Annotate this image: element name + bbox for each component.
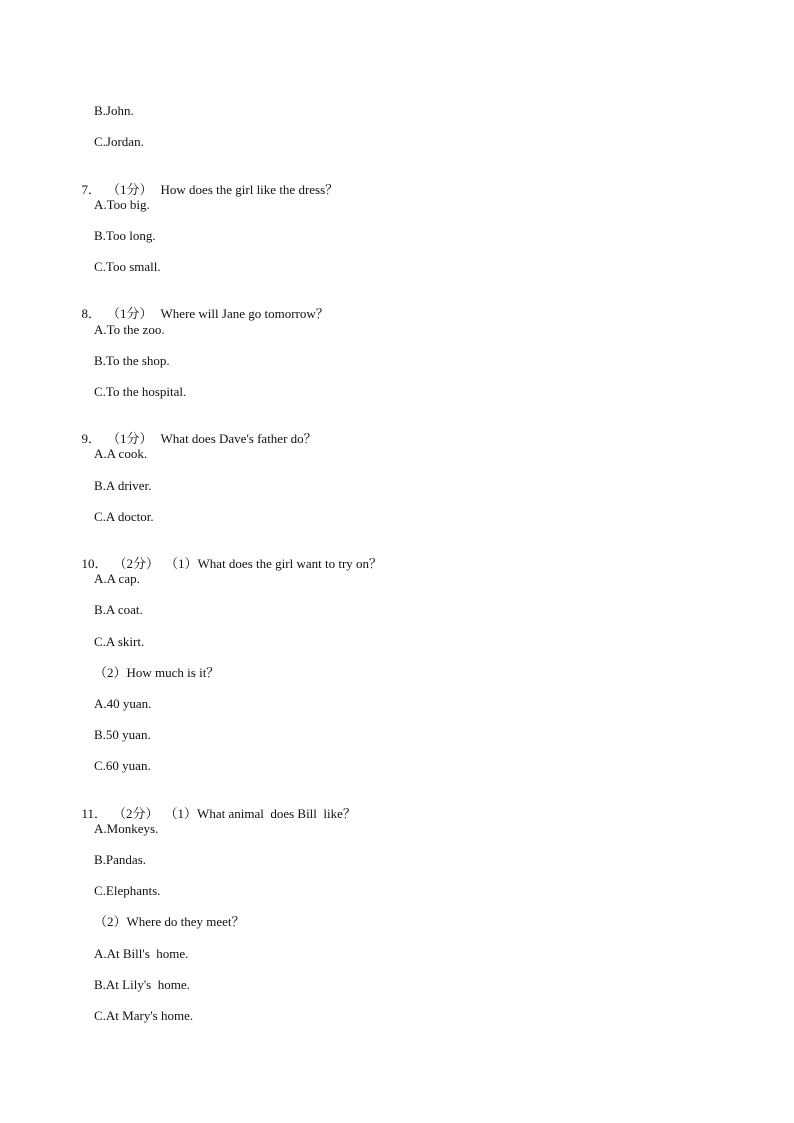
question-11 [75,790,356,822]
question-stem: Where will Jane go tomorrow？ [160,306,329,321]
question-score: （1分） [107,306,153,321]
question-number: 7． [81,182,102,197]
question-8 [75,290,329,322]
question-score: （2分） [113,806,159,821]
q8-option-b: B.To the shop. [94,353,170,368]
q10-2-option-b: B.50 yuan. [94,727,151,742]
question-number: 11． [81,806,108,821]
question-9 [75,415,317,447]
q10-1-option-a: A.A cap. [94,571,140,586]
q7-option-a: A.Too big. [94,197,150,212]
question-stem: How does the girl like the dress？ [160,182,339,197]
q10-2-option-a: A.40 yuan. [94,696,152,711]
question-stem: What does Dave's father do？ [160,431,317,446]
sub-question-stem: （1）What does the girl want to try on？ [165,556,383,571]
q7-option-b: B.Too long. [94,228,156,243]
q11-2-option-a: A.At Bill's home. [94,946,189,961]
q10-1-option-b: B.A coat. [94,602,143,617]
q6-option-b: B.John. [94,103,134,118]
q11-1-option-b: B.Pandas. [94,852,146,867]
q11-1-option-c: C.Elephants. [94,883,161,898]
q11-sub-question-2: （2）Where do they meet？ [94,914,245,929]
q8-option-c: C.To the hospital. [94,384,187,399]
q6-option-c: C.Jordan. [94,134,144,149]
q8-option-a: A.To the zoo. [94,322,165,337]
question-score: （1分） [107,182,153,197]
q10-2-option-c: C.60 yuan. [94,758,151,773]
q11-2-option-b: B.At Lily's home. [94,977,190,992]
q11-2-option-c: C.At Mary's home. [94,1008,194,1023]
q10-1-option-c: C.A skirt. [94,634,145,649]
q10-sub-question-2: （2）How much is it？ [94,665,220,680]
q11-1-option-a: A.Monkeys. [94,821,159,836]
question-number: 9． [81,431,102,446]
q9-option-c: C.A doctor. [94,509,154,524]
q9-option-a: A.A cook. [94,446,148,461]
sub-question-stem: （1）What animal does Bill like？ [164,806,356,821]
question-7 [75,166,338,198]
question-number: 10． [81,556,108,571]
question-score: （2分） [113,556,160,571]
q7-option-c: C.Too small. [94,259,161,274]
q9-option-b: B.A driver. [94,478,152,493]
question-number: 8． [81,306,102,321]
question-10 [75,540,382,572]
question-score: （1分） [107,431,153,446]
